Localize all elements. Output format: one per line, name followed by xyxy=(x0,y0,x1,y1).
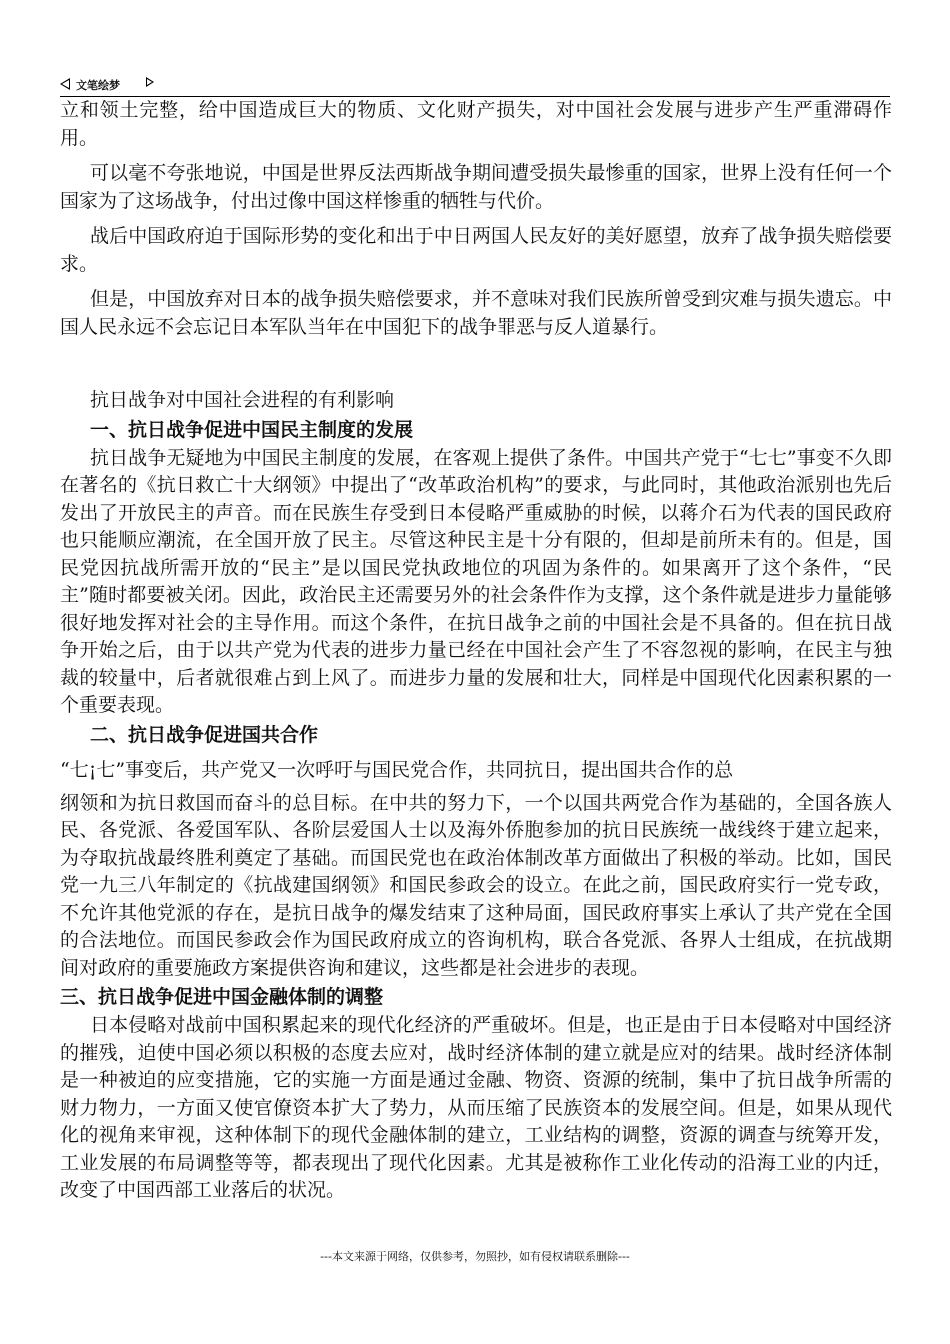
section-heading: 一、抗日战争促进中国民主制度的发展 xyxy=(90,418,414,441)
section-heading: 二、抗日战争促进国共合作 xyxy=(90,723,319,746)
page-header xyxy=(60,74,890,97)
paragraph-continued: 立和领土完整，给中国造成巨大的物质、文化财产损失，对中国社会发展与进步产生严重滞碍作用。 xyxy=(60,99,892,149)
document-body xyxy=(60,97,892,1205)
triangle-right-icon xyxy=(146,77,154,87)
brand-name: 文笔绘梦 xyxy=(76,79,120,92)
paragraph: 但是，中国放弃对日本的战争损失赔偿要求，并不意味对我们民族所曾受到灾难与损失遗忘。中国人民永远不会忘记日本军队当年在中国犯下的战争罪恶与反人道暴行。 xyxy=(60,288,892,338)
section-subtitle: 抗日战争对中国社会进程的有利影响 xyxy=(90,389,395,411)
paragraph: 日本侵略对战前中国积累起来的现代化经济的严重破坏。但是，也正是由于日本侵略对中国经济的摧残，迫使中国必须以积极的态度去应对，战时经济体制的建立就是应对的结果。战时经济体制是一种被迫的应变措施，它的实施一方面是通过金融、物资、资源的统制，集中了抗日战争所需的财力物力，一方面又使官僚资本扩大了势力，从而压缩了民族资本的发展空间。但是，如果从现代化的视角来审视，这种体制下的现代金融体制的建立，工业结构的调整，资源的调查与统筹开发，工业发展的布局调整等等，都表现出了现代化因素。尤其是被称作工业化传动的沿海工业的内迁，改变了中国西部工业落后的状况。 xyxy=(60,1014,892,1201)
section-heading: 三、抗日战争促进中国金融体制的调整 xyxy=(60,986,384,1008)
paragraph: 纲领和为抗日救国而奋斗的总目标。在中共的努力下，一个以国共两党合作为基础的，全国各族人民、各党派、各爱国军队、各阶层爱国人士以及海外侨胞参加的抗日民族统一战线终于建立起来，为夺取抗战最终胜利奠定了基础。而国民党也在政治体制改革方面做出了积极的举动。比如，国民党一九三八年制定的《抗战建国纲领》和国民参政会的设立。在此之前，国民政府实行一党专政，不允许其他党派的存在，是抗日战争的爆发结束了这种局面，国民政府事实上承认了共产党在全国的合法地位。而国民参政会作为国民政府成立的咨询机构，联合各党派、各界人士组成，在抗战期间对政府的重要施政方案提供咨询和建议，这些都是社会进步的表现。 xyxy=(60,791,892,979)
footer-disclaimer: ---本文来源于网络，仅供参考，勿照抄，如有侵权请联系删除--- xyxy=(320,1250,630,1263)
paragraph: 可以毫不夸张地说，中国是世界反法西斯战争期间遭受损失最惨重的国家，世界上没有任何一个国家为了这场战争，付出过像中国这样惨重的牺牲与代价。 xyxy=(60,162,892,212)
triangle-left-icon xyxy=(60,78,70,90)
paragraph: 战后中国政府迫于国际形势的变化和出于中日两国人民友好的美好愿望，放弃了战争损失赔偿要求。 xyxy=(60,225,892,275)
paragraph: 抗日战争无疑地为中国民主制度的发展，在客观上提供了条件。中国共产党于“七七”事变不久即在著名的《抗日救亡十大纲领》中提出了“改革政治机构”的要求，与此同时，其他政治派别也先后发出了开放民主的声音。而在民族生存受到日本侵略严重威胁的时候，以蒋介石为代表的国民政府也只能顺应潮流，在全国开放了民主。尽管这种民主是十分有限的，但却是前所未有的。但是，国民党因抗战所需开放的“民主”是以国民党执政地位的巩固为条件的。如果离开了这个条件，“民主”随时都要被关闭。因此，政治民主还需要另外的社会条件作为支撑，这个条件就是进步力量能够很好地发挥对社会的主导作用。而这个条件，在抗日战争之前的中国社会是不具备的。但在抗日战争开始之后，由于以共产党为代表的进步力量已经在中国社会产生了不容忽视的影响，在民主与独裁的较量中，后者就很难占到上风了。而进步力量的发展和壮大，同样是中国现代化因素积累的一个重要表现。 xyxy=(60,446,892,716)
paragraph-first-line: “七¡七”事变后，共产党又一次呼吁与国民党合作，共同抗日，提出国共合作的总 xyxy=(60,758,734,781)
